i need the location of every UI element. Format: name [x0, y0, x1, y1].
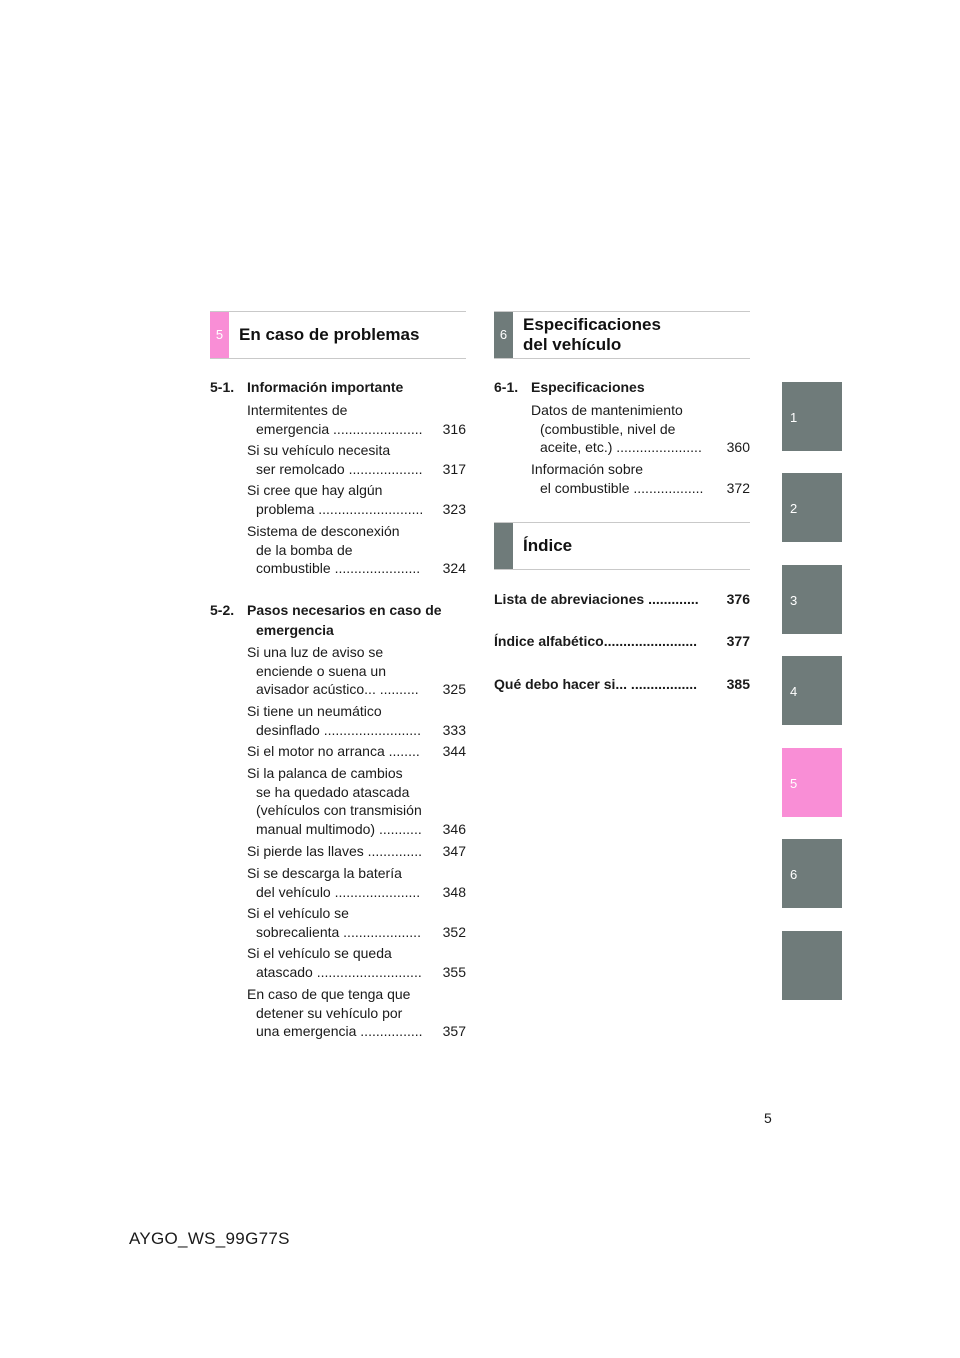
toc-entry[interactable] — [247, 985, 466, 1041]
index-entry[interactable] — [494, 590, 750, 608]
index-entry-text: Lista de abreviaciones ............. — [494, 591, 699, 607]
chapter-number: 6-1. — [494, 379, 519, 395]
toc-entry[interactable] — [247, 904, 466, 941]
section-title-index: Índice — [523, 536, 573, 555]
toc-entry[interactable] — [247, 764, 466, 838]
toc-entry-page: 317 — [442, 460, 466, 477]
toc-entry[interactable] — [247, 441, 466, 478]
chapter-5-2 — [210, 600, 466, 640]
toc-entry-page: 347 — [442, 843, 466, 859]
section-header-5 — [210, 311, 466, 359]
thumb-tab-2[interactable]: 2 — [782, 473, 842, 542]
chapter-title: Especificaciones — [531, 379, 645, 395]
toc-entry[interactable] — [531, 401, 750, 457]
toc-entry-page: 324 — [442, 560, 466, 576]
toc-entry-page: 360 — [726, 439, 750, 455]
toc-entry-text: Si una luz de aviso se enciende o suena un avisador acústico... .......... — [247, 644, 419, 697]
toc-entry-page: 352 — [442, 923, 466, 940]
page-number: 5 — [764, 1110, 772, 1126]
thumb-tab-1[interactable]: 1 — [782, 382, 842, 451]
section-title-6: Especificaciones del vehículo — [523, 315, 661, 354]
toc-entry-page: 316 — [442, 420, 466, 437]
index-entry[interactable] — [494, 632, 750, 650]
toc-entry-text: Si la palanca de cambios se ha quedado atascada (vehículos con transmisión manual multimodo) ........... — [247, 765, 422, 837]
section-title-5: En caso de problemas — [239, 325, 420, 344]
toc-entry-page: 323 — [442, 500, 466, 517]
section-tab-6: 6 — [494, 312, 513, 358]
toc-entry[interactable] — [247, 643, 466, 699]
toc-entry[interactable] — [247, 702, 466, 739]
toc-entry-text: Intermitentes de emergencia ....................... — [247, 402, 423, 437]
toc-entry-text: Si el motor no arranca ........ — [247, 743, 420, 759]
section-header-index — [494, 522, 750, 570]
chapter-5-1 — [210, 377, 466, 397]
section-tab-index — [494, 523, 513, 569]
toc-entry-text: Si tiene un neumático desinflado ......................... — [247, 703, 421, 738]
toc-entry-page: 333 — [442, 721, 466, 738]
footer-code: AYGO_WS_99G77S — [129, 1229, 290, 1248]
section-tab-5: 5 — [210, 312, 229, 358]
toc-entry-text: Si se descarga la batería del vehículo ...................... — [247, 865, 421, 900]
toc-entry-text: Si su vehículo necesita ser remolcado ................... — [247, 442, 423, 477]
index-entry-page: 376 — [726, 591, 750, 607]
toc-entry[interactable] — [247, 864, 466, 901]
toc-entry-page: 355 — [442, 963, 466, 980]
toc-entry[interactable] — [247, 522, 466, 578]
thumb-tab-5[interactable]: 5 — [782, 748, 842, 817]
toc-entry-text: Si el vehículo se queda atascado ........................... — [247, 945, 422, 980]
index-entry-page: 377 — [726, 633, 750, 649]
index-entry[interactable] — [494, 675, 750, 693]
chapter-number: 5-1. — [210, 379, 235, 395]
toc-entry-text: Si pierde las llaves .............. — [247, 843, 423, 859]
thumb-tab-index[interactable] — [782, 931, 842, 1000]
thumb-tab-6[interactable]: 6 — [782, 839, 842, 908]
toc-entry-text: Si el vehículo se sobrecalienta .................... — [247, 905, 421, 940]
toc-entry-text: Si cree que hay algún problema ........................... — [247, 482, 424, 517]
toc-entry-text: Información sobre el combustible .................. — [531, 461, 704, 496]
chapter-title: Pasos necesarios en caso de emergencia — [247, 602, 442, 638]
toc-entry-text: Datos de mantenimiento (combustible, nivel de aceite, etc.) ...................... — [531, 402, 702, 455]
index-entry-page: 385 — [726, 676, 750, 692]
toc-entry-page: 348 — [442, 883, 466, 900]
toc-entry[interactable] — [247, 481, 466, 518]
toc-entry[interactable] — [531, 460, 750, 497]
toc-entry[interactable] — [247, 842, 466, 861]
thumb-tab-3[interactable]: 3 — [782, 565, 842, 634]
toc-entry[interactable] — [247, 944, 466, 981]
toc-entry-page: 325 — [442, 681, 466, 697]
toc-entry-page: 344 — [442, 743, 466, 759]
toc-entry-page: 346 — [442, 820, 466, 837]
index-entry-text: Índice alfabético........................ — [494, 633, 698, 649]
chapter-title: Información importante — [247, 379, 404, 395]
toc-entry-text: En caso de que tenga que detener su vehículo por una emergencia ................ — [247, 986, 423, 1039]
chapter-6-1 — [494, 377, 750, 397]
toc-entry[interactable] — [247, 742, 466, 761]
toc-entry-text: Sistema de desconexión de la bomba de combustible ...................... — [247, 523, 421, 576]
index-entry-text: Qué debo hacer si... ................. — [494, 676, 698, 692]
toc-entry-page: 372 — [726, 479, 750, 496]
section-header-6 — [494, 311, 750, 359]
chapter-number: 5-2. — [210, 602, 235, 618]
thumb-tab-4[interactable]: 4 — [782, 656, 842, 725]
toc-entry[interactable] — [247, 401, 466, 438]
toc-entry-page: 357 — [442, 1023, 466, 1039]
